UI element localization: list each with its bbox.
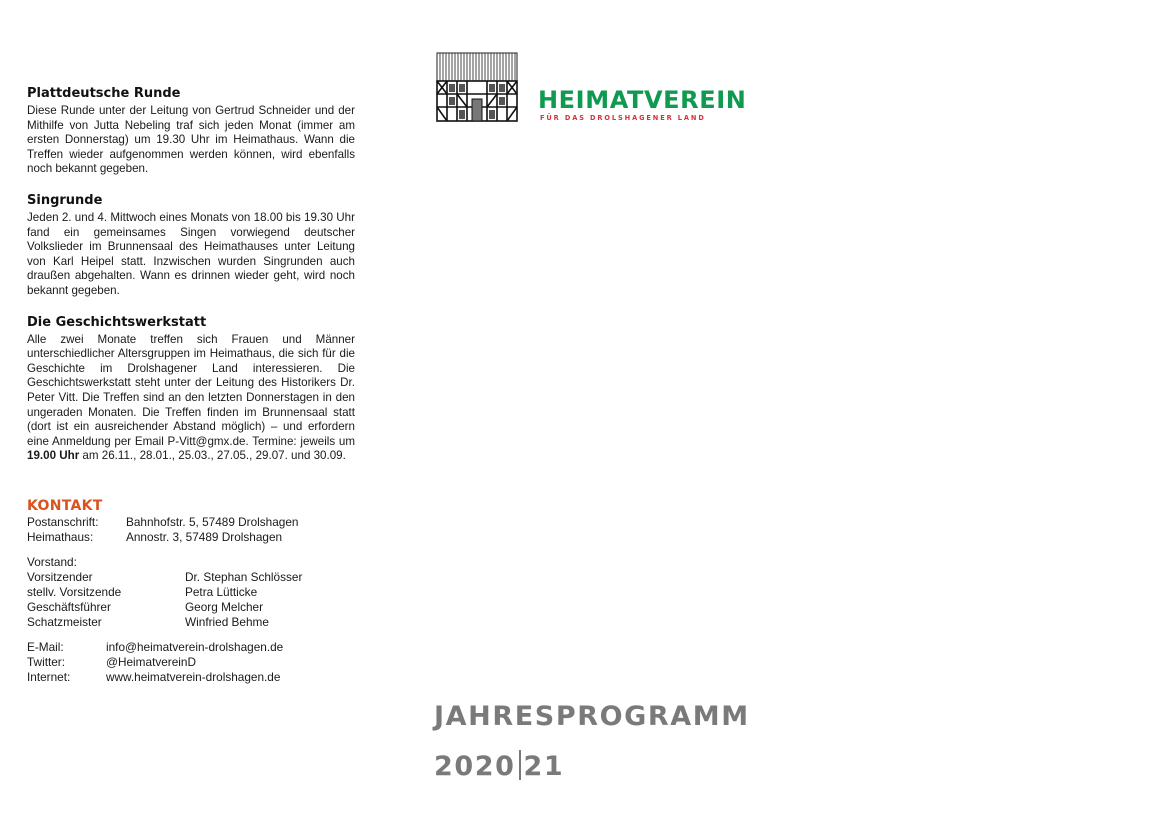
vorstand-name: Dr. Stephan Schlösser — [185, 570, 303, 585]
address-row — [27, 515, 355, 530]
time-highlight: 19.00 Uhr — [27, 449, 80, 463]
year-separator — [519, 750, 521, 780]
address-value: Bahnhofstr. 5, 57489 Drolshagen — [126, 514, 299, 529]
vorstand-role: stellv. Vorsitzende — [27, 585, 122, 600]
kontakt-addresses — [27, 515, 355, 545]
section-body-dates: am 26.11., 28.01., 25.03., 27.05., 29.07. und 30.09. — [79, 449, 346, 463]
section-title: Die Geschichtswerkstatt — [27, 314, 207, 330]
section-plattdeutsche-runde — [27, 86, 355, 177]
section-body: Diese Runde unter der Leitung von Gertrud Schneider und der Mithilfe von Jutta Nebeling traf sich jeden Monat (immer am ersten Donnerstag) um 19.30 Uhr im Heimathaus. Wann die Treffen wieder aufgenommen werden können, wird ebenfalls noch bekannt gegeben. — [27, 104, 355, 176]
cover-year — [434, 750, 564, 782]
vorstand-label: Vorstand: — [27, 555, 77, 570]
address-label: Postanschrift: — [27, 514, 99, 529]
online-contacts — [27, 640, 355, 684]
online-label: Internet: — [27, 670, 71, 685]
section-title: Plattdeutsche Runde — [27, 86, 181, 101]
vorstand-name: Winfried Behme — [185, 614, 269, 629]
vorstand-list — [27, 555, 355, 629]
logo-subtitle: FÜR DAS DROLSHAGENER LAND — [540, 114, 706, 122]
kontakt-heading: KONTAKT — [27, 497, 103, 514]
vorstand-row — [27, 585, 355, 600]
vorstand-role: Geschäftsführer — [27, 599, 111, 614]
online-label: Twitter: — [27, 655, 66, 670]
online-row — [27, 670, 355, 685]
address-value: Annostr. 3, 57489 Drolshagen — [126, 529, 283, 544]
year-start: 2020 — [434, 751, 516, 782]
section-title: Singrunde — [27, 192, 103, 208]
left-column — [27, 86, 355, 685]
address-label: Heimathaus: — [27, 529, 94, 544]
email-link[interactable]: info@heimatverein-drolshagen.de — [106, 640, 284, 655]
vorstand-name: Petra Lütticke — [185, 585, 258, 600]
cover-title: JAHRESPROGRAMM — [434, 701, 750, 732]
vorstand-row — [27, 600, 355, 615]
section-singrunde — [27, 193, 355, 299]
logo-title: HEIMATVEREIN — [538, 86, 747, 114]
section-body-text: Alle zwei Monate treffen sich Frauen und Männer unterschiedlicher Altersgruppen im Heimathaus, die sich für die Geschichte im Drolshagener Land interessieren. Die Geschichtswerkstatt steht unter der Leitung des Historikers Dr. Peter Vitt. Die Treffen sind an den letzten Donnerstagen in den ungeraden Monaten. Die Treffen finden im Brunnensaal statt (dort ist ein ausreichender Abstand möglich) – und erfordern eine Anmeldung per Email P-Vitt@gmx.de. Termine: jeweils um — [27, 332, 355, 448]
vorstand-name: Georg Melcher — [185, 599, 264, 614]
section-geschichtswerkstatt — [27, 315, 355, 464]
section-body — [27, 333, 355, 464]
online-label: E-Mail: — [27, 640, 64, 655]
vorstand-row — [27, 615, 355, 630]
vorstand-row — [27, 570, 355, 585]
half-timbered-house-icon — [436, 52, 518, 122]
twitter-link[interactable]: @HeimatvereinD — [106, 655, 196, 670]
vorstand-role: Vorsitzender — [27, 570, 93, 585]
address-row — [27, 530, 355, 545]
website-link[interactable]: www.heimatverein-drolshagen.de — [106, 670, 281, 685]
year-end: 21 — [523, 751, 565, 782]
vorstand-role: Schatzmeister — [27, 614, 102, 629]
online-row — [27, 655, 355, 670]
online-row — [27, 640, 355, 655]
section-body: Jeden 2. und 4. Mittwoch eines Monats von 18.00 bis 19.30 Uhr fand ein gemeinsames Singen vorwiegend deutscher Volkslieder im Brunnensaal des Heimathauses unter Leitung von Karl Heipel statt. Inzwischen wurden Singrunden auch draußen abgehalten. Wann es drinnen wieder geht, wird noch bekannt gegeben. — [27, 210, 355, 297]
